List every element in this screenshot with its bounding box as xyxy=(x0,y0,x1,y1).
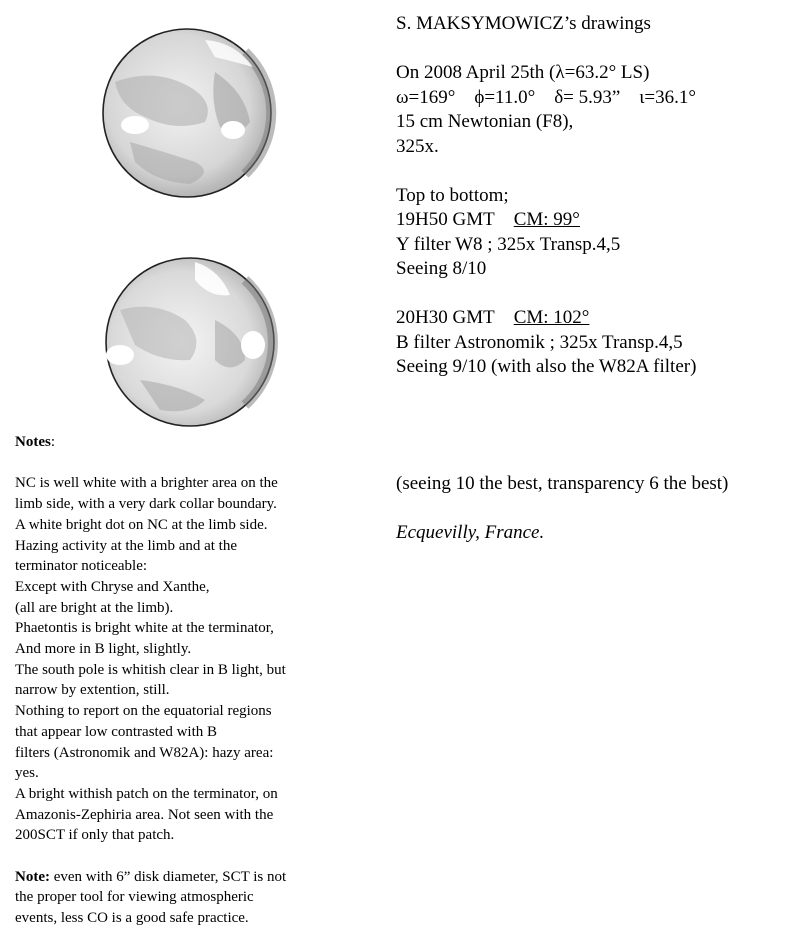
notes-line: that appear low contrasted with B xyxy=(15,723,218,740)
ephemeris-params xyxy=(396,86,786,111)
observation-details xyxy=(396,12,786,380)
iota-value: ι=36.1° xyxy=(639,86,696,108)
notes-heading-line xyxy=(15,432,355,453)
delta-value: δ= 5.93” xyxy=(554,86,621,108)
notes-line: And more in B light, slightly. xyxy=(15,641,192,658)
obs1-seeing: Seeing 8/10 xyxy=(396,258,487,279)
obs2-cm: CM: 102° xyxy=(513,307,590,328)
notes-line: Phaetontis is bright white at the terminator, xyxy=(15,620,274,637)
obs1-time: 19H50 GMT xyxy=(396,209,495,230)
notes-line: narrow by extention, still. xyxy=(15,682,170,699)
phi-value: ϕ=11.0° xyxy=(474,86,536,108)
obs1-cm: CM: 99° xyxy=(513,209,580,230)
location-text: Ecquevilly, France. xyxy=(396,521,545,543)
notes-heading-colon: : xyxy=(50,434,55,450)
notes-line: Amazonis-Zephiria area. Not seen with the xyxy=(15,806,274,823)
scale-note: (seeing 10 the best, transparency 6 the best) xyxy=(396,473,729,494)
notes-line: (all are bright at the limb). xyxy=(15,599,174,616)
notes-line: Hazing activity at the limb and at the xyxy=(15,537,238,554)
notes-line: limb side, with a very dark collar boundary. xyxy=(15,496,277,513)
notes-line: yes. xyxy=(15,765,39,782)
telescope-line: 15 cm Newtonian (F8), xyxy=(396,111,574,132)
obs1-time-line xyxy=(396,208,786,233)
obs2-time: 20H30 GMT xyxy=(396,307,495,328)
final-note-line-1 xyxy=(15,867,355,888)
mars-drawing-top xyxy=(95,12,285,212)
notes-line: The south pole is whitish clear in B light, but xyxy=(15,661,286,678)
obs2-time-line xyxy=(396,306,786,331)
final-note-text-1: even with 6” disk diameter, SCT is not xyxy=(49,868,287,885)
omega-value: ω=169° xyxy=(396,86,456,108)
obs2-seeing: Seeing 9/10 (with also the W82A filter) xyxy=(396,356,697,377)
final-note-label: Note: xyxy=(15,868,50,885)
scale-and-location xyxy=(396,472,786,545)
notes-line: A white bright dot on NC at the limb side. xyxy=(15,516,268,533)
notes-line: Nothing to report on the equatorial regions xyxy=(15,703,272,720)
mars-drawing-bottom xyxy=(95,250,285,440)
notes-line: A bright withish patch on the terminator, on xyxy=(15,785,278,802)
notes-line: NC is well white with a brighter area on the xyxy=(15,475,278,492)
final-note-line-3: events, less CO is a good safe practice. xyxy=(15,910,249,927)
final-note-line-2: the proper tool for viewing atmospheric xyxy=(15,889,254,906)
obs1-filter: Y filter W8 ; 325x Transp.4,5 xyxy=(396,233,621,255)
date-line: On 2008 April 25th (λ=63.2° LS) xyxy=(396,62,650,83)
location xyxy=(396,521,786,546)
page-title: S. MAKSYMOWICZ’s drawings xyxy=(396,13,651,34)
notes-heading: Notes xyxy=(15,434,51,450)
magnification-line: 325x. xyxy=(396,135,439,157)
obs2-filter: B filter Astronomik ; 325x Transp.4,5 xyxy=(396,331,683,353)
notes-line: 200SCT if only that patch. xyxy=(15,827,175,844)
notes-body xyxy=(15,473,355,846)
notes-line: Except with Chryse and Xanthe, xyxy=(15,578,210,595)
notes-line: filters (Astronomik and W82A): hazy area: xyxy=(15,744,274,761)
notes-line: terminator noticeable: xyxy=(15,558,148,575)
notes-section xyxy=(15,432,355,929)
order-intro: Top to bottom; xyxy=(396,184,509,206)
